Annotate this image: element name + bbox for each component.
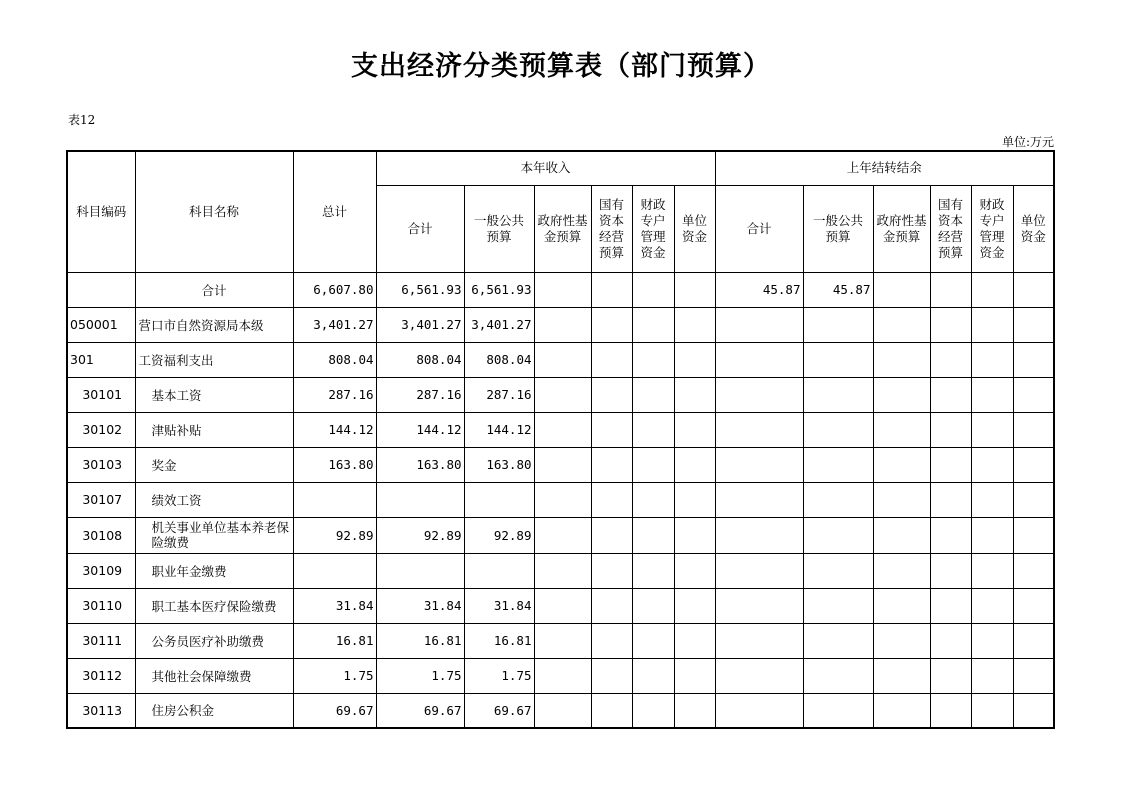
table-row (67, 342, 1054, 377)
cell-cy-special (632, 272, 674, 307)
cell-cy-fund (534, 588, 591, 623)
cell-cy-unit (674, 693, 715, 728)
cell-co-fund (873, 588, 930, 623)
cell-co-special (971, 658, 1013, 693)
cell-cy-general (464, 482, 534, 517)
cell-cy-special (632, 412, 674, 447)
cell-cy-unit (674, 623, 715, 658)
cell-total: 287.16 (293, 377, 376, 412)
header-name: 科目名称 (135, 151, 293, 272)
cell-co-sum (715, 517, 803, 553)
cell-co-state (930, 272, 971, 307)
cell-cy-state (591, 588, 632, 623)
cell-co-special (971, 553, 1013, 588)
cell-cy-state (591, 307, 632, 342)
cell-cy-fund (534, 482, 591, 517)
table-row (67, 658, 1054, 693)
cell-cy-fund (534, 623, 591, 658)
cell-cy-sum: 69.67 (376, 693, 464, 728)
row-name: 基本工资 (135, 377, 293, 412)
cell-cy-unit (674, 658, 715, 693)
row-name: 奖金 (135, 447, 293, 482)
row-code: 30108 (67, 517, 135, 553)
cell-cy-sum: 163.80 (376, 447, 464, 482)
cell-co-sum (715, 482, 803, 517)
table-row-total (67, 272, 1054, 307)
cell-co-special (971, 482, 1013, 517)
header-co-special: 财政专户管理资金 (971, 185, 1013, 272)
cell-co-general (803, 447, 873, 482)
cell-total (293, 553, 376, 588)
row-name: 住房公积金 (135, 693, 293, 728)
cell-co-general (803, 307, 873, 342)
cell-cy-special (632, 342, 674, 377)
cell-cy-general: 3,401.27 (464, 307, 534, 342)
cell-co-fund (873, 272, 930, 307)
header-co-unit-funds: 单位资金 (1013, 185, 1054, 272)
cell-co-special (971, 307, 1013, 342)
cell-co-fund (873, 623, 930, 658)
cell-co-unit (1013, 482, 1054, 517)
cell-cy-general: 31.84 (464, 588, 534, 623)
row-name: 职工基本医疗保险缴费 (135, 588, 293, 623)
cell-cy-special (632, 553, 674, 588)
cell-co-unit (1013, 307, 1054, 342)
table-header (67, 151, 1054, 272)
cell-cy-fund (534, 412, 591, 447)
cell-co-state (930, 307, 971, 342)
header-total: 总计 (293, 151, 376, 272)
cell-cy-special (632, 623, 674, 658)
cell-co-general (803, 482, 873, 517)
cell-cy-fund (534, 307, 591, 342)
cell-co-special (971, 377, 1013, 412)
cell-total: 163.80 (293, 447, 376, 482)
cell-cy-sum: 287.16 (376, 377, 464, 412)
table-row (67, 377, 1054, 412)
table-row (67, 447, 1054, 482)
cell-cy-sum: 1.75 (376, 658, 464, 693)
cell-co-fund (873, 412, 930, 447)
header-cy-general: 一般公共预算 (464, 185, 534, 272)
cell-cy-fund (534, 447, 591, 482)
table-row (67, 553, 1054, 588)
cell-cy-general: 144.12 (464, 412, 534, 447)
row-code: 30102 (67, 412, 135, 447)
cell-co-fund (873, 447, 930, 482)
cell-cy-state (591, 447, 632, 482)
row-name: 工资福利支出 (135, 342, 293, 377)
row-name: 职业年金缴费 (135, 553, 293, 588)
header-current-year: 本年收入 (376, 151, 715, 185)
row-name: 公务员医疗补助缴费 (135, 623, 293, 658)
cell-co-sum (715, 377, 803, 412)
cell-co-special (971, 693, 1013, 728)
cell-co-state (930, 553, 971, 588)
cell-co-unit (1013, 377, 1054, 412)
cell-co-state (930, 693, 971, 728)
row-code: 30101 (67, 377, 135, 412)
table-row (67, 693, 1054, 728)
row-code: 30111 (67, 623, 135, 658)
cell-co-sum (715, 307, 803, 342)
row-code: 30107 (67, 482, 135, 517)
cell-cy-fund (534, 693, 591, 728)
table-row (67, 517, 1054, 553)
cell-cy-unit (674, 588, 715, 623)
cell-co-fund (873, 553, 930, 588)
cell-cy-unit (674, 272, 715, 307)
cell-cy-fund (534, 553, 591, 588)
cell-cy-general: 92.89 (464, 517, 534, 553)
header-co-general: 一般公共预算 (803, 185, 873, 272)
cell-cy-general: 16.81 (464, 623, 534, 658)
cell-cy-general: 163.80 (464, 447, 534, 482)
cell-cy-unit (674, 553, 715, 588)
cell-co-special (971, 447, 1013, 482)
cell-cy-state (591, 377, 632, 412)
row-code: 301 (67, 342, 135, 377)
cell-cy-special (632, 447, 674, 482)
cell-cy-unit (674, 412, 715, 447)
table-row (67, 588, 1054, 623)
cell-co-state (930, 658, 971, 693)
cell-co-state (930, 447, 971, 482)
row-code: 050001 (67, 307, 135, 342)
cell-cy-sum (376, 482, 464, 517)
cell-co-special (971, 342, 1013, 377)
cell-co-fund (873, 517, 930, 553)
cell-cy-fund (534, 377, 591, 412)
unit-label: 单位:万元 (1001, 135, 1054, 149)
cell-cy-state (591, 342, 632, 377)
table-row (67, 623, 1054, 658)
cell-cy-state (591, 412, 632, 447)
cell-co-sum (715, 658, 803, 693)
cell-cy-fund (534, 272, 591, 307)
cell-cy-special (632, 693, 674, 728)
cell-cy-sum (376, 553, 464, 588)
cell-co-unit (1013, 447, 1054, 482)
cell-cy-state (591, 517, 632, 553)
cell-cy-state (591, 623, 632, 658)
cell-co-special (971, 412, 1013, 447)
cell-cy-sum: 3,401.27 (376, 307, 464, 342)
cell-co-fund (873, 482, 930, 517)
table-row (67, 482, 1054, 517)
cell-cy-special (632, 588, 674, 623)
cell-co-state (930, 623, 971, 658)
row-name: 营口市自然资源局本级 (135, 307, 293, 342)
header-cy-special: 财政专户管理资金 (632, 185, 674, 272)
table-body (67, 272, 1054, 728)
cell-co-general: 45.87 (803, 272, 873, 307)
row-code (67, 272, 135, 307)
table-row (67, 307, 1054, 342)
cell-cy-general: 287.16 (464, 377, 534, 412)
cell-cy-unit (674, 307, 715, 342)
cell-co-state (930, 412, 971, 447)
cell-co-unit (1013, 588, 1054, 623)
row-name: 绩效工资 (135, 482, 293, 517)
cell-co-special (971, 272, 1013, 307)
cell-cy-special (632, 377, 674, 412)
header-cy-state-capital: 国有资本经营预算 (591, 185, 632, 272)
cell-co-fund (873, 377, 930, 412)
row-name: 合计 (135, 272, 293, 307)
cell-total: 6,607.80 (293, 272, 376, 307)
cell-co-sum (715, 623, 803, 658)
cell-cy-sum: 144.12 (376, 412, 464, 447)
cell-co-unit (1013, 342, 1054, 377)
row-name: 机关事业单位基本养老保险缴费 (135, 517, 293, 553)
budget-table (66, 150, 1055, 729)
cell-total: 1.75 (293, 658, 376, 693)
cell-cy-special (632, 307, 674, 342)
cell-co-special (971, 588, 1013, 623)
cell-cy-fund (534, 342, 591, 377)
cell-cy-special (632, 658, 674, 693)
row-code: 30110 (67, 588, 135, 623)
cell-co-general (803, 553, 873, 588)
cell-co-sum: 45.87 (715, 272, 803, 307)
cell-co-unit (1013, 623, 1054, 658)
header-co-sum: 合计 (715, 185, 803, 272)
row-code: 30103 (67, 447, 135, 482)
cell-co-state (930, 588, 971, 623)
cell-co-general (803, 693, 873, 728)
cell-co-fund (873, 693, 930, 728)
cell-total: 16.81 (293, 623, 376, 658)
row-name: 其他社会保障缴费 (135, 658, 293, 693)
cell-co-sum (715, 342, 803, 377)
cell-cy-general: 1.75 (464, 658, 534, 693)
cell-co-general (803, 517, 873, 553)
row-code: 30113 (67, 693, 135, 728)
cell-total: 92.89 (293, 517, 376, 553)
cell-co-fund (873, 342, 930, 377)
cell-cy-fund (534, 517, 591, 553)
cell-total: 3,401.27 (293, 307, 376, 342)
cell-cy-sum: 808.04 (376, 342, 464, 377)
cell-co-unit (1013, 272, 1054, 307)
cell-cy-state (591, 482, 632, 517)
row-name: 津贴补贴 (135, 412, 293, 447)
cell-cy-unit (674, 342, 715, 377)
cell-co-state (930, 517, 971, 553)
cell-cy-unit (674, 482, 715, 517)
table-row (67, 412, 1054, 447)
header-co-state-capital: 国有资本经营预算 (930, 185, 971, 272)
cell-co-sum (715, 553, 803, 588)
cell-co-sum (715, 588, 803, 623)
cell-cy-state (591, 658, 632, 693)
cell-cy-state (591, 553, 632, 588)
cell-cy-unit (674, 377, 715, 412)
cell-cy-unit (674, 517, 715, 553)
cell-total: 144.12 (293, 412, 376, 447)
cell-co-fund (873, 658, 930, 693)
cell-co-special (971, 517, 1013, 553)
cell-cy-fund (534, 658, 591, 693)
cell-cy-general (464, 553, 534, 588)
cell-cy-sum: 16.81 (376, 623, 464, 658)
cell-co-unit (1013, 517, 1054, 553)
cell-co-general (803, 377, 873, 412)
cell-co-general (803, 412, 873, 447)
cell-co-general (803, 588, 873, 623)
cell-co-state (930, 482, 971, 517)
header-carryover: 上年结转结余 (715, 151, 1054, 185)
cell-cy-general: 808.04 (464, 342, 534, 377)
header-cy-fund: 政府性基金预算 (534, 185, 591, 272)
cell-cy-general: 69.67 (464, 693, 534, 728)
cell-cy-state (591, 693, 632, 728)
cell-co-special (971, 623, 1013, 658)
cell-co-sum (715, 412, 803, 447)
cell-cy-general: 6,561.93 (464, 272, 534, 307)
cell-cy-state (591, 272, 632, 307)
header-cy-unit-funds: 单位资金 (674, 185, 715, 272)
row-code: 30109 (67, 553, 135, 588)
header-cy-sum: 合计 (376, 185, 464, 272)
cell-co-sum (715, 447, 803, 482)
header-code: 科目编码 (67, 151, 135, 272)
cell-co-general (803, 623, 873, 658)
cell-total: 31.84 (293, 588, 376, 623)
cell-total (293, 482, 376, 517)
cell-co-sum (715, 693, 803, 728)
cell-cy-special (632, 482, 674, 517)
table-number: 表12 (68, 113, 96, 127)
cell-co-general (803, 658, 873, 693)
cell-total: 808.04 (293, 342, 376, 377)
cell-co-general (803, 342, 873, 377)
cell-co-unit (1013, 658, 1054, 693)
cell-co-state (930, 377, 971, 412)
header-co-fund: 政府性基金预算 (873, 185, 930, 272)
cell-cy-sum: 31.84 (376, 588, 464, 623)
cell-co-state (930, 342, 971, 377)
cell-cy-sum: 6,561.93 (376, 272, 464, 307)
cell-co-unit (1013, 412, 1054, 447)
cell-co-fund (873, 307, 930, 342)
cell-cy-special (632, 517, 674, 553)
cell-co-unit (1013, 553, 1054, 588)
cell-cy-sum: 92.89 (376, 517, 464, 553)
row-code: 30112 (67, 658, 135, 693)
cell-co-unit (1013, 693, 1054, 728)
cell-cy-unit (674, 447, 715, 482)
cell-total: 69.67 (293, 693, 376, 728)
page-title: 支出经济分类预算表（部门预算） (351, 51, 771, 82)
